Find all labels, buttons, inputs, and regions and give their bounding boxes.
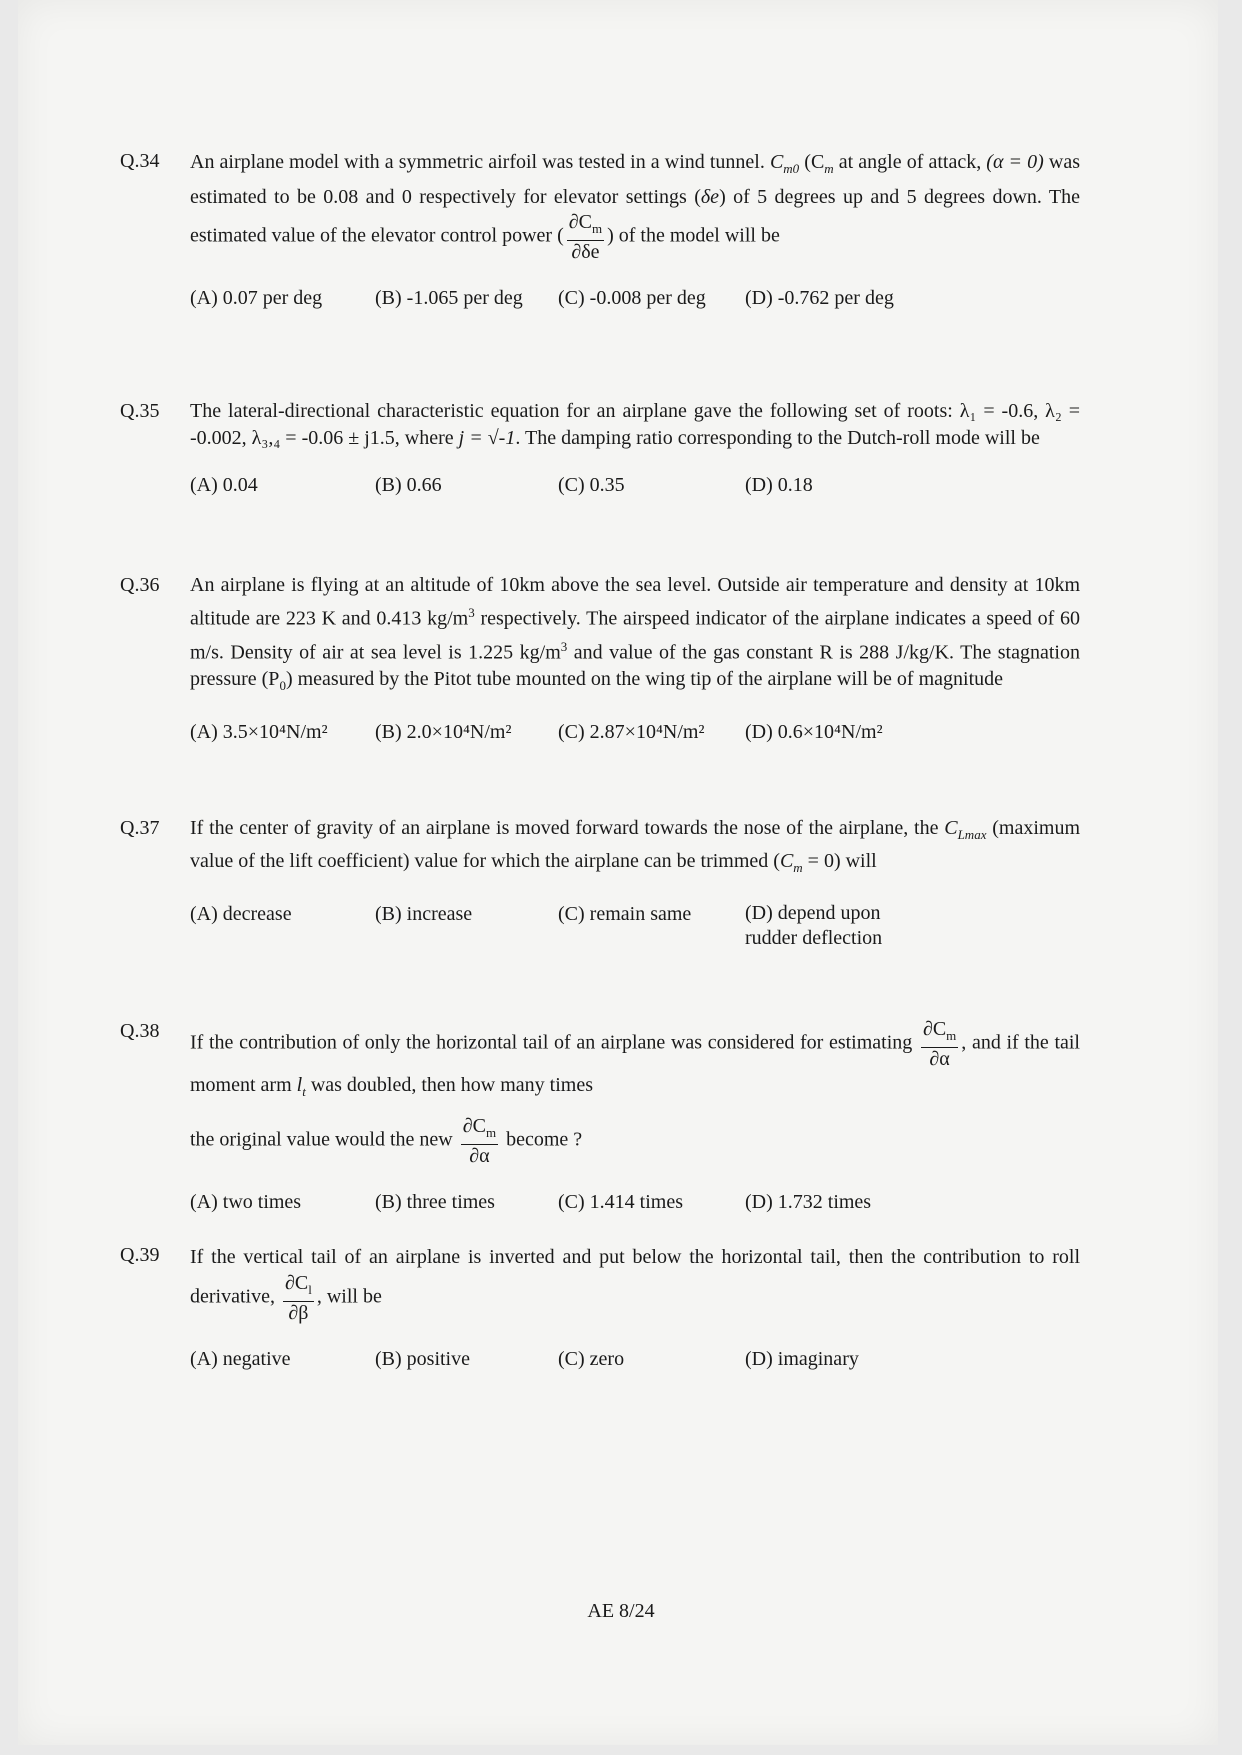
- option-c[interactable]: (C) 1.414 times: [558, 1191, 683, 1213]
- option-a[interactable]: (A) 0.07 per deg: [190, 287, 323, 309]
- option-b[interactable]: (B) three times: [375, 1191, 495, 1213]
- option-d[interactable]: (D) 0.6×10⁴N/m²: [745, 721, 883, 744]
- options: [190, 285, 1080, 315]
- fraction-dcl-dbeta: $\frac{\partial C_l}{\partial\beta}$: [284, 1272, 312, 1324]
- question-38: [120, 1018, 1080, 1219]
- option-c[interactable]: (C) zero: [558, 1348, 625, 1370]
- option-d[interactable]: (D) imaginary: [745, 1348, 859, 1370]
- option-a[interactable]: (A) 3.5×10⁴N/m²: [190, 721, 328, 744]
- option-b[interactable]: (B) positive: [375, 1348, 470, 1370]
- question-number: Q.37: [120, 817, 160, 839]
- option-c[interactable]: (C) 0.35: [558, 474, 625, 496]
- question-number: Q.35: [120, 400, 160, 422]
- question-text: If the contribution of only the horizontal tail of an airplane was considered for estimating $\frac{\partial C_m}{\partial\alpha}$ , and if the tail moment arm $l_t$ was doubled, then how many times: [190, 1018, 1080, 1099]
- question-number: Q.34: [120, 150, 160, 172]
- question-text: If the center of gravity of an airplane is moved forward towards the nose of the airplane, the $C_{Lmax}$ (maximum value of the lift coefficient) value for which the airplane can be trimmed $(C_m = 0)$ will: [190, 817, 1081, 875]
- option-c[interactable]: (C) remain same: [558, 903, 692, 925]
- fraction-dcm-dalpha-new: $\frac{\partial C_m}{\partial\alpha}$: [462, 1115, 497, 1167]
- option-d[interactable]: (D) 1.732 times: [745, 1191, 872, 1213]
- option-d[interactable]: (D) 0.18: [745, 474, 813, 496]
- question-35: [120, 398, 1081, 502]
- question-37: [120, 815, 1081, 957]
- option-b[interactable]: (B) increase: [375, 903, 473, 925]
- question-36: [120, 572, 1080, 749]
- question-number: Q.38: [120, 1020, 160, 1042]
- option-b[interactable]: (B) 0.66: [375, 474, 442, 496]
- option-c[interactable]: (C) -0.008 per deg: [558, 287, 706, 309]
- question-text: An airplane is flying at an altitude of 10km above the sea level. Outside air temperature and density at 10km altitude are 223 K and 0.413 $kg/m^3$ respectively. The airspeed indicator of the airplane indicates a speed of 60 m/s. Density of air at sea level is 1.225 $kg/m^3$ and value of the gas constant R is 288 J/kg/K. The stagnation pressure $(P_0)$ measured by the Pitot tube mounted on the wing tip of the airplane will be of magnitude: [190, 574, 1080, 694]
- options: [190, 901, 1080, 957]
- option-a[interactable]: (A) negative: [190, 1348, 291, 1370]
- question-number: Q.39: [120, 1244, 160, 1266]
- option-d[interactable]: (D) depend upon rudder deflection: [745, 902, 883, 949]
- options: [190, 472, 1080, 502]
- question-text: The lateral-directional characteristic equation for an airplane gave the following set of roots: λ₁ = -0.6, λ₂ = -0.002, λ₃,₄ = -0.06 ± j1.5, where j = √-1. The damping ratio corresponding to the Dutch-roll mode will be: [190, 400, 1081, 449]
- question-39: [120, 1242, 1080, 1376]
- option-a[interactable]: (A) 0.04: [190, 474, 258, 496]
- option-d[interactable]: (D) -0.762 per deg: [745, 287, 894, 309]
- question-number: Q.36: [120, 574, 160, 596]
- option-b[interactable]: (B) -1.065 per deg: [375, 287, 523, 309]
- question-text-line-2: the original value would the new $\frac{\partial C_m}{\partial\alpha}$ become ?: [190, 1115, 583, 1167]
- options: [190, 719, 1080, 749]
- question-text: An airplane model with a symmetric airfoil was tested in a wind tunnel. $C_{m0}$ ($C_m$ at angle of attack, (α = 0) was estimated to be 0.08 and 0 respectively for elevator settings (δe) of 5 degrees up and 5 degrees down. The estimated value of the elevator control power ( $\frac{\partial C_m}{\partial\delta e}$ ) of the model will be: [190, 151, 1080, 263]
- question-34: [120, 148, 1080, 315]
- page-footer: AE 8/24: [587, 1600, 655, 1622]
- options: [190, 1189, 1080, 1219]
- option-a[interactable]: (A) two times: [190, 1191, 302, 1213]
- option-c[interactable]: (C) 2.87×10⁴N/m²: [558, 721, 705, 744]
- fraction-dcm-ddelta-e: $\frac{\partial C_m}{\partial\delta e}$: [568, 211, 603, 263]
- question-text: If the vertical tail of an airplane is inverted and put below the horizontal tail, then the contribution to roll derivative, $\frac{\partial C_l}{\partial\beta}$ , will be: [190, 1246, 1080, 1324]
- fraction-dcm-dalpha: $\frac{\partial C_m}{\partial\alpha}$: [922, 1018, 957, 1070]
- options: [190, 1346, 1080, 1376]
- option-b[interactable]: (B) 2.0×10⁴N/m²: [375, 721, 512, 744]
- option-a[interactable]: (A) decrease: [190, 903, 292, 925]
